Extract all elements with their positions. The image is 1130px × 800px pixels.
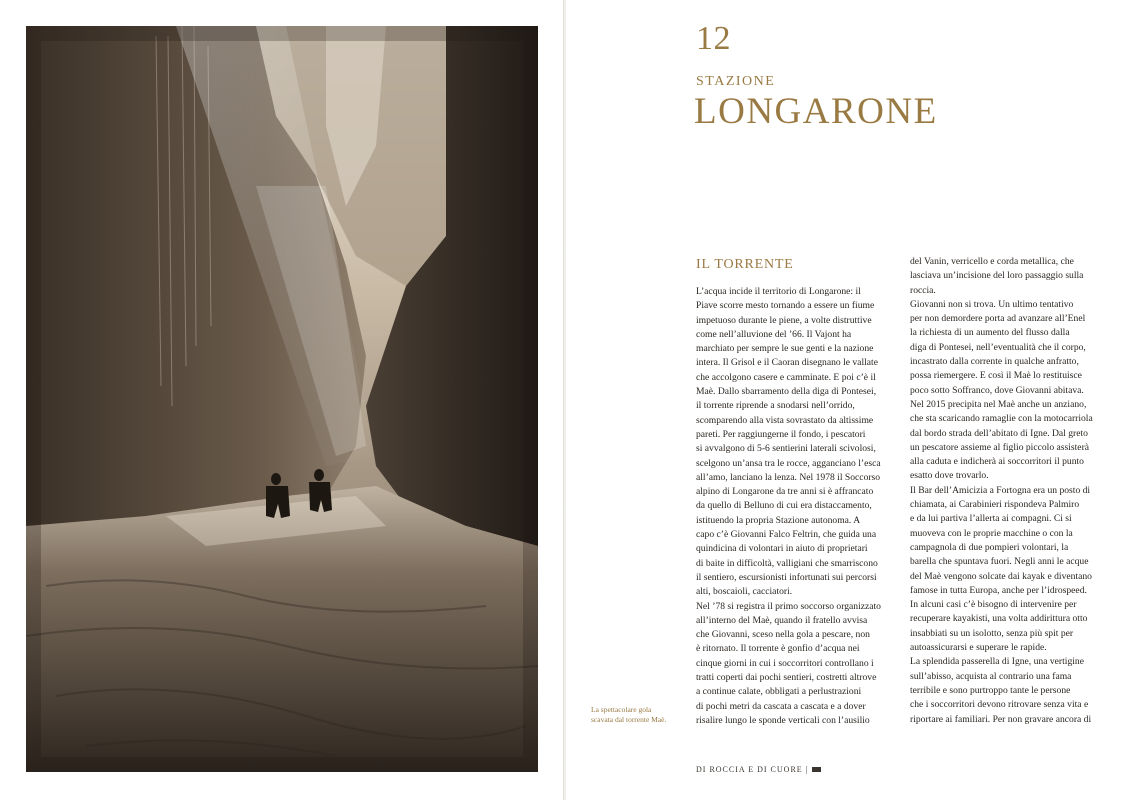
- text-line: poco sotto Soffranco, dove Giovanni abitava.: [910, 384, 1084, 396]
- text-line: possa riemergere. E così il Maè lo restituisce: [910, 370, 1082, 382]
- text-line: Giovanni non si trova. Un ultimo tentativo: [910, 298, 1074, 310]
- text-line: Piave scorre mesto tornando a essere un fiume: [696, 300, 875, 312]
- text-line: risalire lungo le sponde verticali con l’ausilio: [696, 714, 870, 726]
- canyon-photo-image: [26, 26, 538, 772]
- text-line: chiamata, ai Carabinieri rispondeva Palmiro: [910, 499, 1080, 511]
- text-line: la richiesta di un aumento del flusso dalla: [910, 327, 1070, 339]
- text-column-2: [910, 255, 1110, 727]
- text-line: istituendo la propria Stazione autonoma. A: [696, 514, 861, 526]
- text-line: alpino di Longarone da tre anni si è affrancato: [696, 486, 874, 498]
- text-line: dal bordo strada dell’abitato di Igne. Dal greto: [910, 427, 1088, 439]
- text-line: da quello di Belluno di cui era distaccamento,: [696, 500, 872, 512]
- text-line: quindicina di volontari in aiuto di proprietari: [696, 543, 868, 555]
- text-line: famose in tutta Europa, anche per l’idrospeed.: [910, 584, 1087, 596]
- chapter-number: 12: [696, 20, 731, 57]
- chapter-kicker: STAZIONE: [696, 74, 776, 89]
- photo-caption: [591, 705, 681, 725]
- text-line: e da lui partiva l’allerta ai compagni. Ci si: [910, 513, 1072, 525]
- text-line: scelgono un’ansa tra le rocce, agganciano l’esca: [696, 457, 881, 469]
- text-line: esatto dove trovarlo.: [910, 470, 989, 482]
- text-line: che accolgono casere e camminate. E poi c’è il: [696, 371, 876, 383]
- text-line: come nell’alluvione del ’66. Il Vajont ha: [696, 328, 852, 340]
- text-line: del Maè vengono solcate dai kayak e diventano: [910, 570, 1092, 582]
- text-line: marchiato per sempre le sue genti e la nazione: [696, 343, 874, 355]
- text-line: all’amo, lanciano la lenza. Nel 1978 il Soccorso: [696, 471, 881, 483]
- text-line: all’interno del Maè, quando il fratello avvisa: [696, 614, 868, 626]
- text-line: Nel ’78 si registra il primo soccorso organizzato: [696, 600, 881, 612]
- text-line: un pescatore assieme al figlio piccolo assisterà: [910, 441, 1090, 453]
- text-line: incastrato dalla corrente in qualche anfratto,: [910, 356, 1079, 368]
- text-line: alti, boscaioli, cacciatori.: [696, 586, 793, 598]
- text-line: L’acqua incide il territorio di Longarone: il: [696, 286, 861, 297]
- text-line: campagnola di due pompieri volontari, la: [910, 541, 1069, 553]
- text-line: pareti. Per raggiungerne il fondo, i pescatori: [696, 428, 866, 440]
- text-line: insabbiati su un isolotto, senza più spit per: [910, 627, 1074, 639]
- text-line: tratti coperti dai pochi sentieri, costretti altrove: [696, 672, 877, 684]
- text-line: autoassicurarsi e superare le rapide.: [910, 642, 1047, 654]
- text-line: La splendida passerella di Igne, una vertigine: [910, 656, 1084, 668]
- text-line: lasciava un’incisione del loro passaggio sulla: [910, 270, 1084, 282]
- canyon-photo: [26, 26, 538, 772]
- text-line: impetuoso durante le piene, a volte distruttive: [696, 314, 872, 326]
- text-line: il torrente riprende a snodarsi nell’orrido,: [696, 400, 855, 412]
- running-footer: [696, 765, 821, 774]
- text-line: scomparendo alla vista sovrastato da altissime: [696, 414, 874, 426]
- text-line: intera. Il Grisol e il Caoran disegnano le vallate: [696, 357, 878, 369]
- text-line: per non demordere porta ad avanzare all’Enel: [910, 313, 1086, 325]
- text-line: di baite in difficoltà, valligiani che smarriscono: [696, 557, 878, 569]
- text-line: In alcuni casi c’è bisogno di intervenire per: [910, 599, 1077, 611]
- text-line: Nel 2015 precipita nel Maè anche un anziano,: [910, 398, 1087, 410]
- running-head-text: DI ROCCIA E DI CUORE |: [696, 765, 809, 774]
- page-marker-icon: [812, 767, 821, 772]
- photo-caption-line2: scavata dal torrente Maè.: [591, 715, 667, 724]
- text-line: terribile e sono purtroppo tante le persone: [910, 684, 1071, 696]
- text-line: che Giovanni, sceso nella gola a pescare, non: [696, 629, 870, 641]
- text-line: il sentiero, escursionisti infortunati sui percorsi: [696, 571, 877, 583]
- text-line: che sta scaricando ramaglie con la motocarriola: [910, 413, 1093, 425]
- text-line: è ritornato. Il torrente è gonfio d’acqua nei: [696, 643, 860, 655]
- text-line: di pochi metri da cascata a cascata e a dover: [696, 700, 866, 712]
- text-line: alla caduta e indicherà ai soccorritori il punto: [910, 456, 1084, 468]
- text-line: sull’abisso, acquista al contrario una fama: [910, 670, 1072, 682]
- text-line: che i soccorritori devono ritrovare senza vita e: [910, 699, 1089, 711]
- text-line: cinque giorni in cui i soccorritori controllano i: [696, 657, 874, 669]
- text-line: diga di Pontesei, nell’eventualità che il corpo,: [910, 341, 1086, 353]
- section-title: IL TORRENTE: [696, 257, 794, 272]
- text-line: capo c’è Giovanni Falco Feltrin, che guida una: [696, 529, 877, 541]
- text-line: del Vanin, verricello e corda metallica, che: [910, 256, 1074, 267]
- text-line: recuperare kayakisti, una volta addirittura otto: [910, 613, 1088, 625]
- text-line: Il Bar dell’Amicizia a Fortogna era un posto di: [910, 484, 1091, 496]
- text-line: a continue calate, obbligati a perlustrazioni: [696, 686, 862, 698]
- text-line: barella che spuntava fuori. Negli anni le acque: [910, 556, 1089, 568]
- text-line: Maè. Dallo sbarramento della diga di Pontesei,: [696, 386, 877, 398]
- text-line: riportare ai familiari. Per non gravare ancora di: [910, 713, 1092, 725]
- left-page: [0, 0, 563, 800]
- chapter-title: LONGARONE: [694, 91, 938, 132]
- photo-caption-line1: La spettacolare gola: [591, 705, 652, 714]
- text-line: si avvalgono di 5-6 sentierini laterali scivolosi,: [696, 443, 876, 455]
- text-line: roccia.: [910, 284, 936, 296]
- text-column-1: [696, 285, 894, 728]
- text-line: muoveva con le proprie macchine o con la: [910, 527, 1073, 539]
